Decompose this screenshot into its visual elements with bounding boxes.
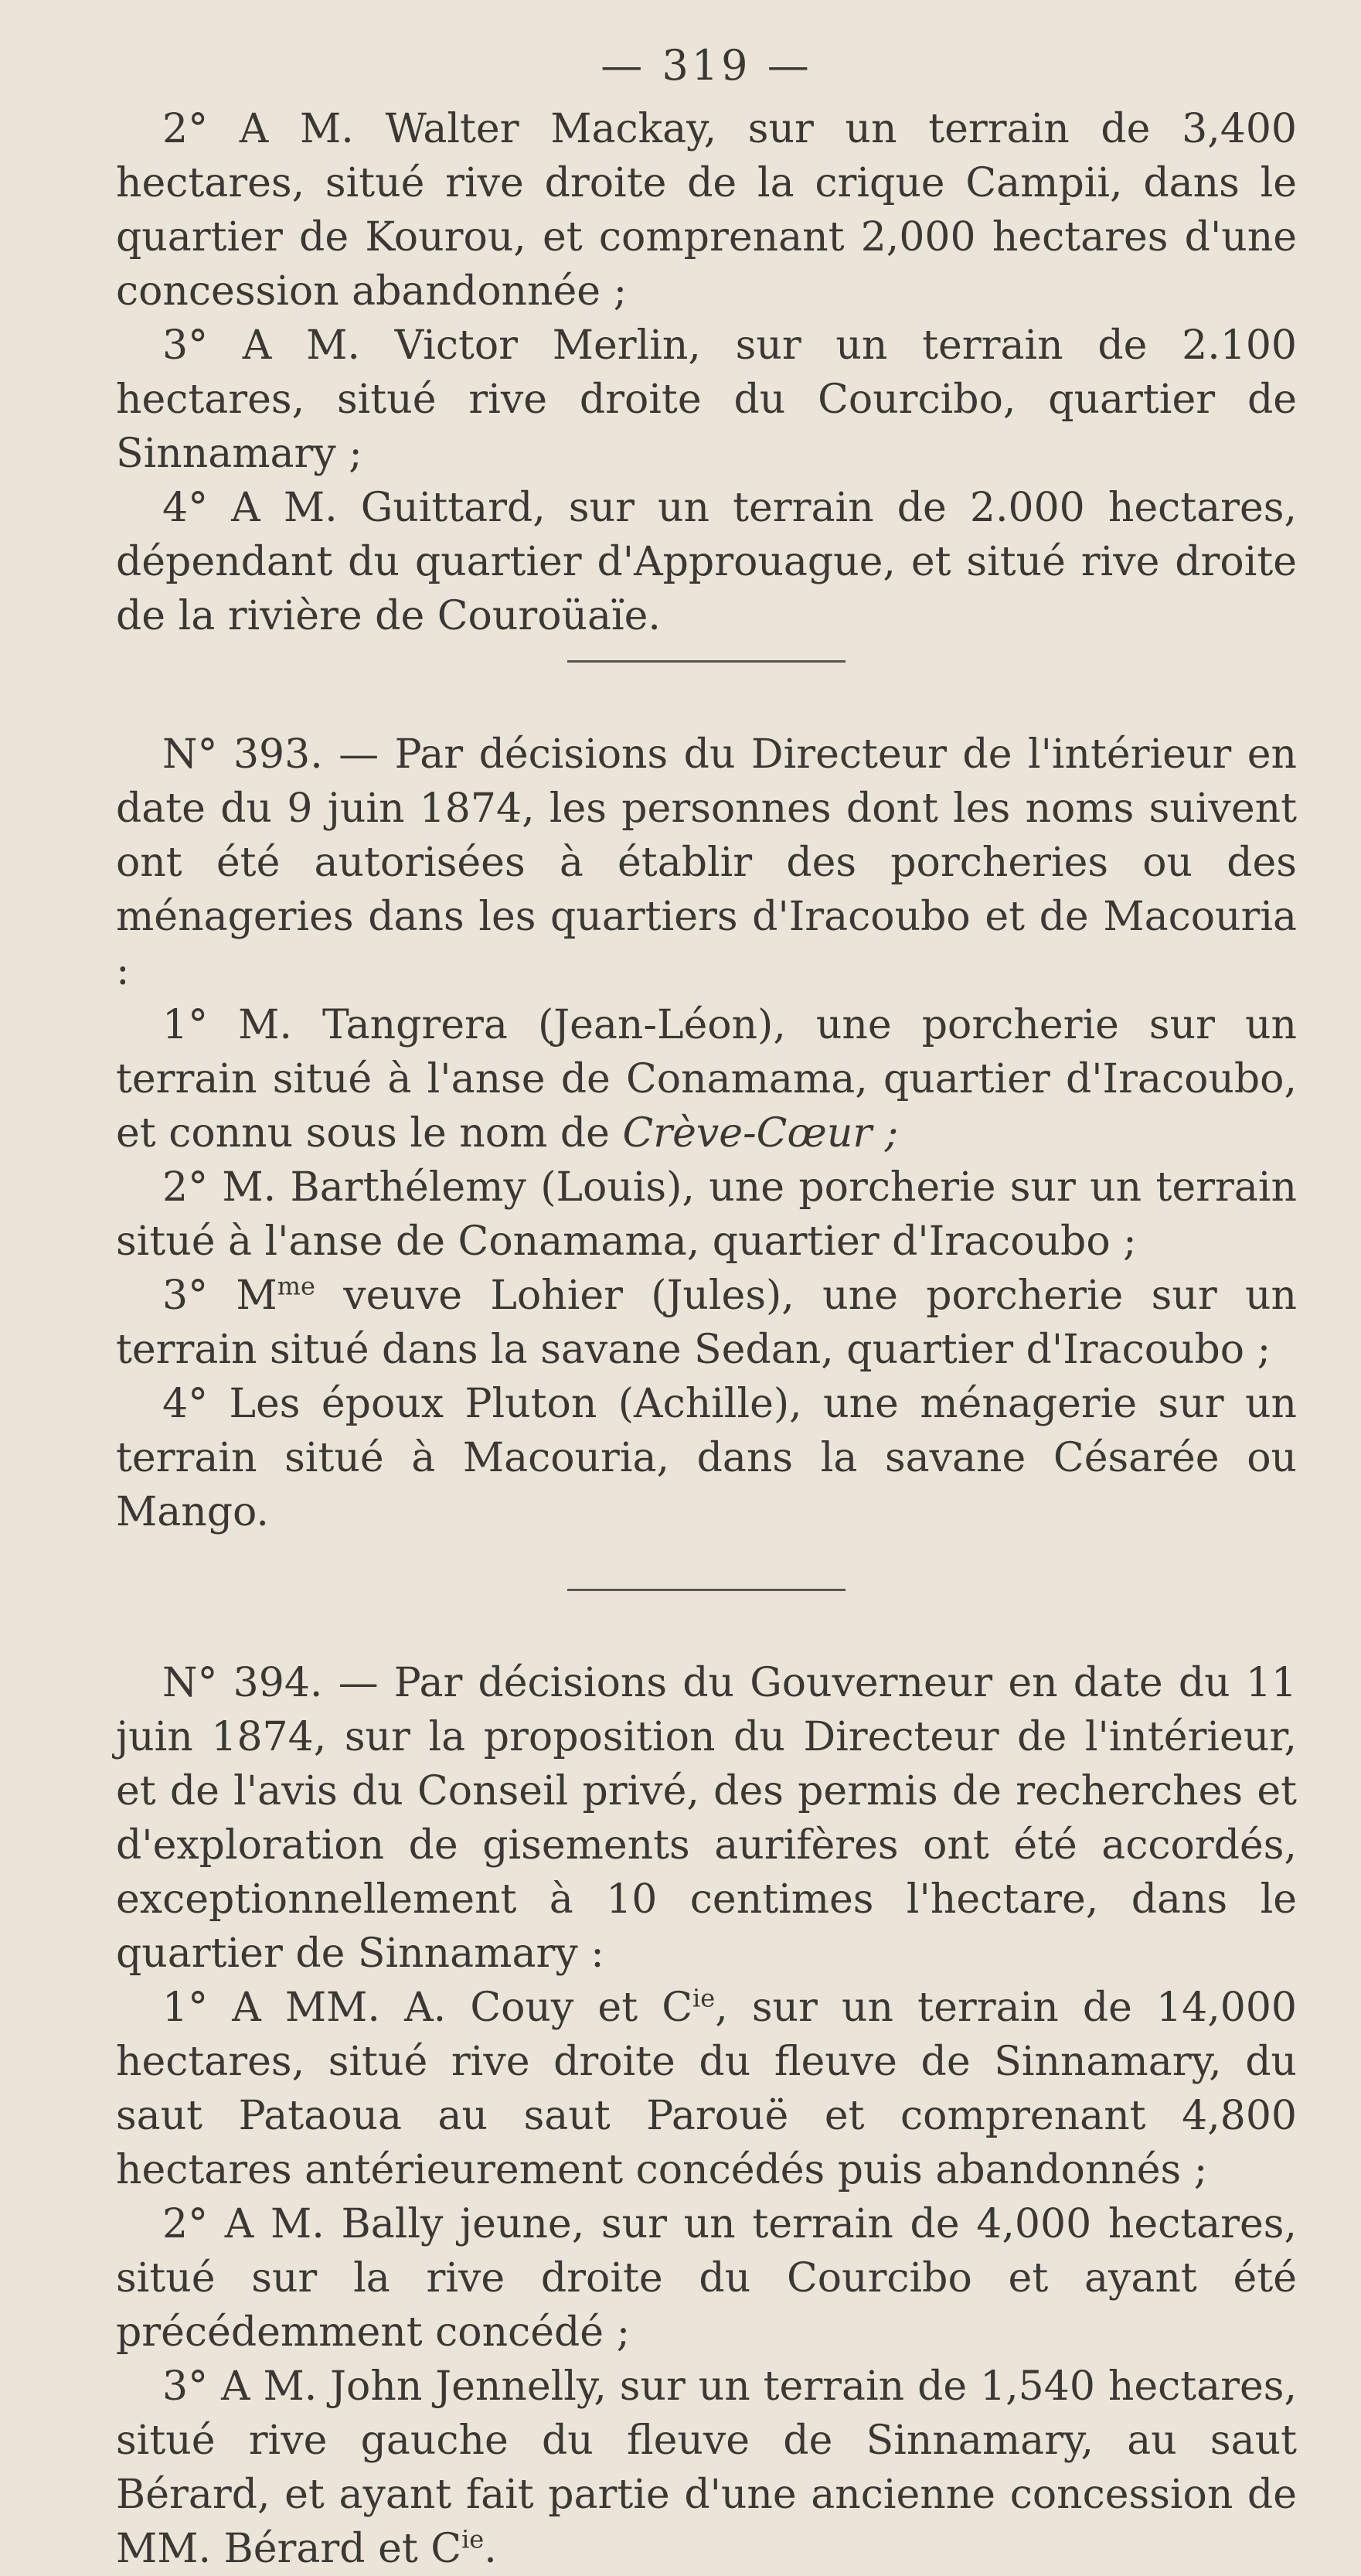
paragraph-merlin: 3° A M. Victor Merlin, sur un terrain de 2.100 hectares, situé rive droite du Courcibo, quartier de Sinnamary ;: [116, 322, 1297, 477]
paragraph-no393-intro: N° 393. — Par décisions du Directeur de l'intérieur en date du 9 juin 1874, les personnes dont les noms suivent ont été autorisées à établir des porcheries ou des ménageries dans les quartiers d'Iracoubo et de Macouria :: [116, 731, 1297, 994]
paragraph-barthelemy: 2° M. Barthélemy (Louis), une porcherie sur un terrain situé à l'anse de Conamama, quartier d'Iracoubo ;: [116, 1164, 1297, 1265]
couy-prefix: 1° A MM. A. Couy et C: [162, 1985, 693, 2031]
paragraph-guittard: 4° A M. Guittard, sur un terrain de 2.000 hectares, dépendant du quartier d'Approuague, et situé rive droite de la rivière de Couroüaïe.: [116, 485, 1297, 639]
jennelly-end: .: [484, 2526, 497, 2572]
couy-text: , sur un terrain de 14,000 hectares, situé rive droite du fleuve de Sinnamary, du saut Pataoua au saut Parouë et comprenant 4,800 hectares antérieurement concédés puis abandonnés ;: [116, 1985, 1297, 2193]
lohier-prefix: 3° M: [162, 1273, 277, 1319]
paragraph-lohier: [116, 1269, 1297, 1377]
jennelly-text: 3° A M. John Jennelly, sur un terrain de 1,540 hectares, situé rive gauche du fleuve de Sinnamary, au saut Bérard, et ayant fait partie d'une ancienne concession de MM. Bérard et C: [116, 2363, 1297, 2572]
paragraph-pluton: 4° Les époux Pluton (Achille), une ménagerie sur un terrain situé à Macouria, dans la savane Césarée ou Mango.: [116, 1381, 1297, 1535]
paragraph-couy: [116, 1981, 1297, 2197]
lohier-superscript: me: [277, 1271, 315, 1301]
section-divider: [567, 1589, 846, 1591]
page-number: — 319 —: [601, 41, 812, 90]
lohier-text: veuve Lohier (Jules), une porcherie sur un terrain situé dans la savane Sedan, quartier d'Iracoubo ;: [116, 1273, 1297, 1373]
paragraph-tangrera: [116, 998, 1297, 1160]
jennelly-superscript: ie: [461, 2524, 485, 2554]
couy-superscript: ie: [692, 1983, 716, 2013]
document-page: [116, 31, 1297, 2572]
paragraph-bally: 2° A M. Bally jeune, sur un terrain de 4,000 hectares, situé sur la rive droite du Courcibo et ayant été précédemment concédé ;: [116, 2201, 1297, 2356]
paragraph-no394-intro: N° 394. — Par décisions du Gouverneur en date du 11 juin 1874, sur la proposition du Directeur de l'intérieur, et de l'avis du Conseil privé, des permis de recherches et d'exploration de gisements aurifères ont été accordés, exceptionnellement à 10 centimes l'hectare, dans le quartier de Sinnamary :: [116, 1660, 1297, 1977]
paragraph-mackay: 2° A M. Walter Mackay, sur un terrain de 3,400 hectares, situé rive droite de la crique Campii, dans le quartier de Kourou, et comprenant 2,000 hectares d'une concession abandonnée ;: [116, 106, 1297, 315]
tangrera-text: 1° M. Tangrera (Jean-Léon), une porcherie sur un terrain situé à l'anse de Conamama, quartier d'Iracoubo, et connu sous le nom de: [116, 1002, 1297, 1157]
section-divider: [567, 660, 846, 663]
place-name-creve-coeur: Crève-Cœur ;: [622, 1110, 899, 1157]
paragraph-jennelly: [116, 2360, 1297, 2576]
